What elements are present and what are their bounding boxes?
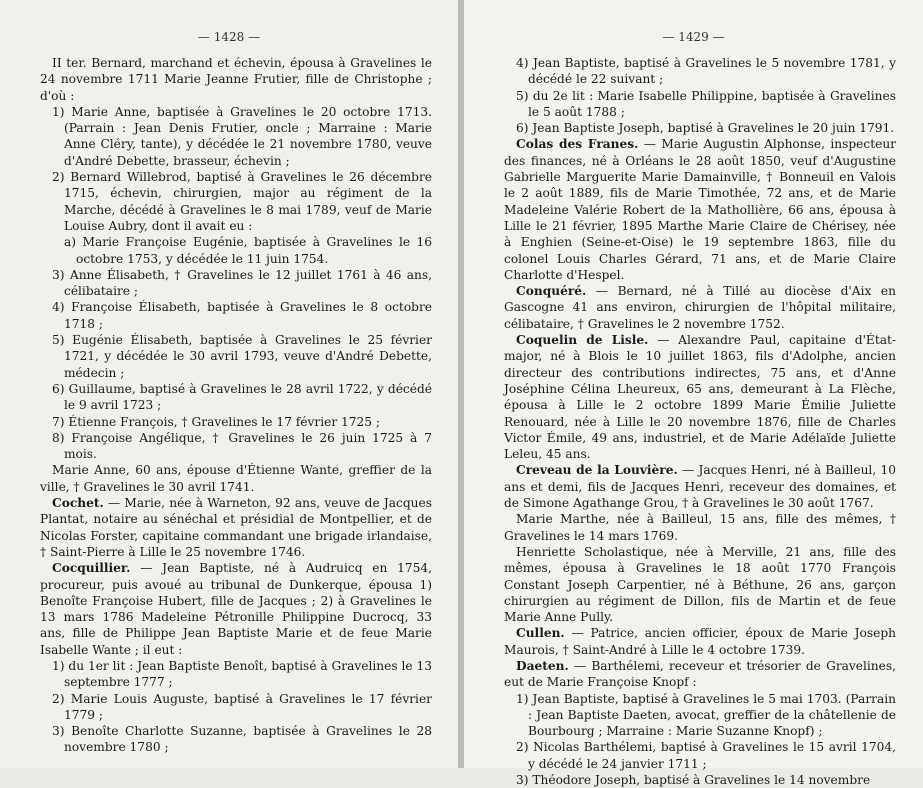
paragraph-text: 5) Eugénie Élisabeth, baptisée à Gravelines le 25 février 1721, y décédée le 30 avril 1793, veuve d'André Debette, médecin ; <box>52 333 432 380</box>
entry-heading: Coquelin de Lisle. <box>516 333 649 348</box>
paragraph-text: Henriette Scholastique, née à Merville, 21 ans, fille des mêmes, épousa à Gravelines le 18 août 1770 François Constant Joseph Carpentier, né à Béthune, 26 ans, garçon chirurgien au régiment de Dillon, fils de Martin et de feue Marie Anne Pully. <box>504 544 896 625</box>
left-paragraph <box>40 332 432 381</box>
entry-heading: Daeten. <box>516 658 569 673</box>
page-number-left: — 1428 — <box>197 30 261 44</box>
right-paragraph <box>504 658 896 691</box>
right-paragraph <box>504 739 896 772</box>
paragraph-text: 6) Guillaume, baptisé à Gravelines le 28 avril 1722, y décédé le 9 avril 1723 ; <box>52 381 432 413</box>
right-paragraph <box>504 772 896 788</box>
paragraph-text: 2) Nicolas Barthélemi, baptisé à Gravelines le 15 avril 1704, y décédé le 24 janvier 1711 ; <box>516 740 896 771</box>
right-paragraph <box>504 544 896 625</box>
left-paragraph <box>40 169 432 234</box>
paragraph-text: 4) Jean Baptiste, baptisé à Gravelines le 5 novembre 1781, y décédé le 22 suivant ; <box>516 56 896 87</box>
left-paragraph <box>40 691 432 724</box>
entry-heading: Creveau de la Louvière. <box>516 463 678 478</box>
left-paragraph <box>40 55 432 104</box>
right-paragraph <box>504 55 896 88</box>
paragraph-text: — Bernard, né à Tillé au diocèse d'Aix en Gascogne 41 ans environ, chirurgien de l'hôpital militaire, célibataire, † Gravelines le 2 novembre 1752. <box>504 284 896 331</box>
paragraph-text: — Jacques Henri, né à Bailleul, 10 ans et demi, fils de Jacques Henri, receveur des domaines, et de Simone Agathange Grou, † à Gravelines le 30 août 1767. <box>504 463 896 511</box>
right-paragraph <box>504 283 896 332</box>
paragraph-text: 7) Étienne François, † Gravelines le 17 février 1725 ; <box>52 414 381 429</box>
entry-heading: Cocquillier. <box>52 561 131 576</box>
right-paragraph <box>504 462 896 511</box>
left-paragraph <box>40 430 432 463</box>
left-paragraph <box>40 104 432 169</box>
paragraph-text: — Jean Baptiste, né à Audruicq en 1754, procureur, puis avoué au tribunal de Dunkerque, épousa 1) Benoîte Françoise Hubert, fille de Jacques ; 2) à Gravelines le 13 mars 1786 Madeleine Pétronille Philippine Ducrocq, 33 ans, fille de Philippe Jean Baptiste Marie et de feue Marie Isabelle Wante ; il eut : <box>40 561 432 657</box>
paragraph-text: — Marie Augustin Alphonse, inspecteur des finances, né à Orléans le 28 août 1850, veuf d'Augustine Gabrielle Marguerite Marie Damainville, † Bonneuil en Valois le 2 août 1889, fils de Marie Timothée, 72 ans, et de Marie Madeleine Valérie Robert de la Mathollière, 66 ans, épousa à Lille le 21 février, 1895 Marthe Marie Claire de Chérisey, née à Enghien (Seine-et-Oise) le 19 septembre 1863, fille du colonel Louis Charles Gérard, 71 ans, et de Marie Claire Charlotte d'Hespel. <box>504 137 896 282</box>
entry-heading: Cochet. <box>52 496 104 511</box>
paragraph-text: — Marie, née à Warneton, 92 ans, veuve de Jacques Plantat, notaire au sénéchal et présidial de Montpellier, et de Nicolas Forster, capitaine commandant une brigade irlandaise, † Saint-Pierre à Lille le 25 novembre 1746. <box>40 496 432 559</box>
paragraph-text: 1) Jean Baptiste, baptisé à Gravelines le 5 mai 1703. (Parrain : Jean Baptiste Daeten, avocat, greffier de la châtellenie de Bourbourg ; Marraine : Marie Suzanne Knopf) ; <box>516 691 896 739</box>
right-text-column <box>504 55 896 788</box>
paragraph-text: a) Marie Françoise Eugénie, baptisée à Gravelines le 16 octobre 1753, y décédée le 11 juin 1754. <box>64 235 432 266</box>
right-paragraph <box>504 136 896 283</box>
paragraph-text: 5) du 2e lit : Marie Isabelle Philippine, baptisée à Gravelines le 5 août 1788 ; <box>516 88 896 119</box>
left-paragraph <box>40 299 432 332</box>
paragraph-text: — Patrice, ancien officier, époux de Marie Joseph Maurois, † Saint-André à Lille le 4 octobre 1739. <box>504 626 896 657</box>
paragraph-text: 2) Bernard Willebrod, baptisé à Gravelines le 26 décembre 1715, échevin, chirurgien, major au régiment de la Marche, décédé à Gravelines le 8 mai 1789, veuf de Marie Louise Aubry, dont il avait eu : <box>52 170 432 233</box>
entry-heading: Colas des Franes. <box>516 137 639 152</box>
paragraph-text: — Barthélemi, receveur et trésorier de Gravelines, eut de Marie Françoise Knopf : <box>504 658 896 690</box>
left-paragraph <box>40 267 432 300</box>
paragraph-text: 3) Théodore Joseph, baptisé à Gravelines le 14 novembre <box>516 773 871 788</box>
left-paragraph <box>40 381 432 414</box>
paragraph-text: — Alexandre Paul, capitaine d'État-major, né à Blois le 10 juillet 1863, fils d'Adolphe, ancien directeur des contributions indirectes, 75 ans, et d'Anne Joséphine Célina Lheureux, 65 ans, demeurant à La Flèche, épousa à Lille le 2 octobre 1899 Marie Émilie Juliette Renouard, née à Lille le 20 novembre 1876, fille de Charles Victor Émile, 49 ans, industriel, et de Marie Adélaïde Juliette Leleu, 45 ans. <box>504 333 896 462</box>
right-paragraph <box>504 691 896 740</box>
paragraph-text: 1) du 1er lit : Jean Baptiste Benoît, baptisé à Gravelines le 13 septembre 1777 ; <box>52 658 432 690</box>
right-paragraph <box>504 88 896 121</box>
right-paragraph <box>504 332 896 462</box>
paragraph-text: Marie Marthe, née à Bailleul, 15 ans, fille des mêmes, † Gravelines le 14 mars 1769. <box>504 512 896 543</box>
paragraph-text: 8) Françoise Angélique, † Gravelines le 26 juin 1725 à 7 mois. <box>52 430 432 462</box>
left-paragraph <box>40 495 432 560</box>
paragraph-text: 1) Marie Anne, baptisée à Gravelines le 20 octobre 1713. (Parrain : Jean Denis Frutier, oncle ; Marraine : Marie Anne Cléry, tante), y décédée le 21 novembre 1780, veuve d'André Debette, brasseur, échevin ; <box>52 104 432 168</box>
paragraph-text: 4) Françoise Élisabeth, baptisée à Gravelines le 8 octobre 1718 ; <box>52 300 432 331</box>
right-paragraph <box>504 625 896 658</box>
paragraph-text: 3) Anne Élisabeth, † Gravelines le 12 juillet 1761 à 46 ans, célibataire ; <box>52 267 432 299</box>
entry-heading: Cullen. <box>516 626 565 641</box>
paragraph-text: 3) Benoîte Charlotte Suzanne, baptisée à Gravelines le 28 novembre 1780 ; <box>52 724 432 755</box>
right-paragraph <box>504 120 896 136</box>
right-paragraph <box>504 511 896 544</box>
entry-heading: Conquéré. <box>516 284 587 299</box>
left-paragraph <box>40 462 432 495</box>
paragraph-text: Marie Anne, 60 ans, épouse d'Étienne Wante, greffier de la ville, † Gravelines le 30 avril 1741. <box>40 463 432 494</box>
paragraph-text: 6) Jean Baptiste Joseph, baptisé à Gravelines le 20 juin 1791. <box>516 121 895 136</box>
left-paragraph <box>40 560 432 658</box>
left-page <box>0 0 458 768</box>
left-paragraph <box>40 723 432 756</box>
paragraph-text: 2) Marie Louis Auguste, baptisé à Gravelines le 17 février 1779 ; <box>52 691 432 722</box>
right-page <box>464 0 923 788</box>
left-paragraph <box>40 234 432 267</box>
left-text-column <box>40 55 432 756</box>
left-paragraph <box>40 658 432 691</box>
left-paragraph <box>40 414 432 430</box>
page-number-right: — 1429 — <box>662 30 725 44</box>
paragraph-text: II ter. Bernard, marchand et échevin, épousa à Gravelines le 24 novembre 1711 Marie Jeanne Frutier, fille de Christophe ; d'où : <box>40 56 432 103</box>
